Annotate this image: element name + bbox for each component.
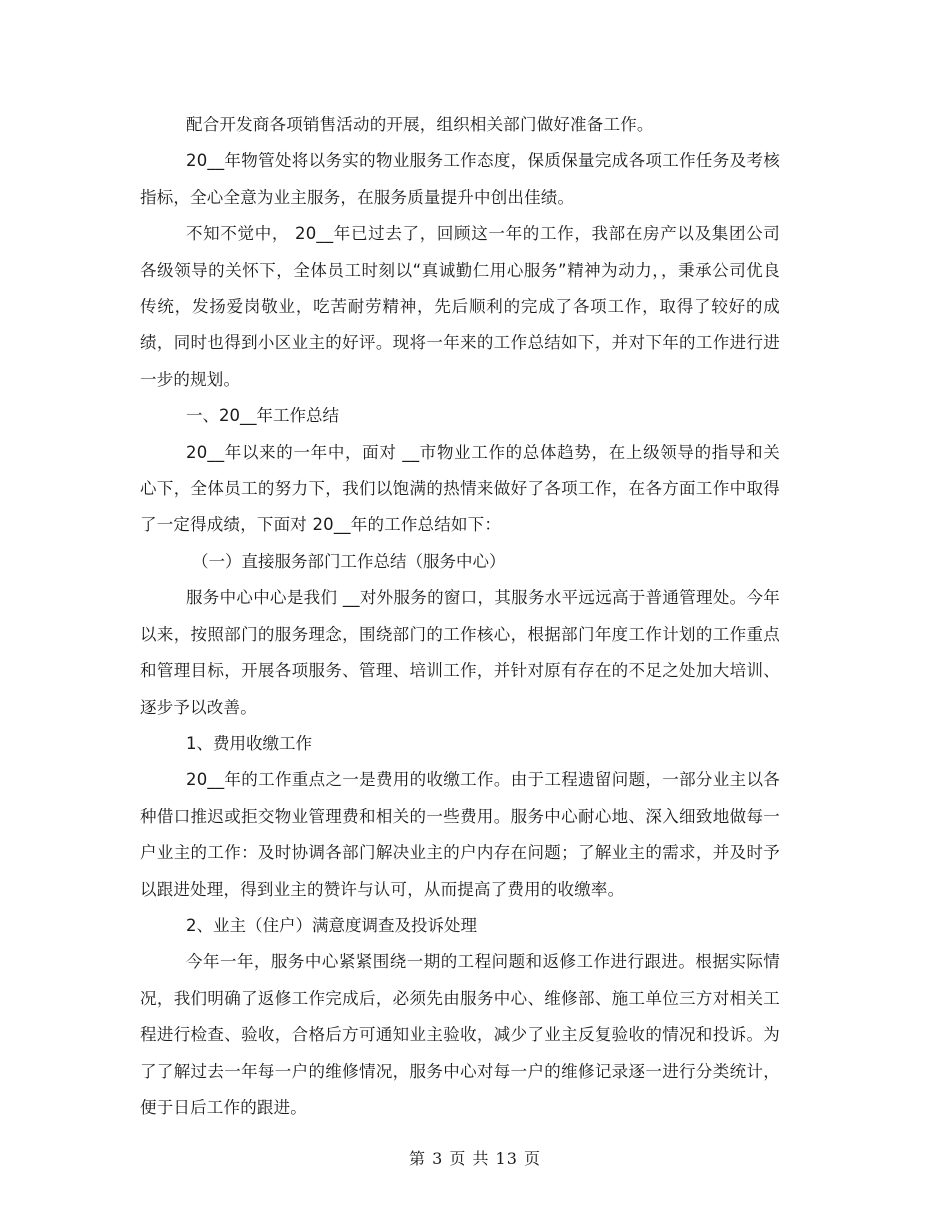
subsection-heading-service-center: （一）直接服务部门工作总结（服务中心）	[192, 551, 506, 571]
paragraph-summary-intro: 20__年以来的一年中，面对 __市物业工作的总体趋势，在上级领导的指导和关心下，全体员工的努力下，我们以饱满的热情来做好了各项工作，在各方面工作中取得了一定得成绩，下面对 20__年的工作总结如下：	[140, 442, 780, 535]
paragraph-fee-collection: 20__年的工作重点之一是费用的收缴工作。由于工程遗留问题，一部分业主以各种借口推迟或拒交物业管理费和相关的一些费用。服务中心耐心地、深入细致地做每一户业主的工作：及时协调各部门解决业主的户内存在问题；了解业主的需求，并及时予以跟进处理，得到业主的赞许与认可，从而提高了费用的收缴率。	[140, 770, 780, 899]
paragraph-service-center: 服务中心中心是我们 __对外服务的窗口，其服务水平远远高于普通管理处。今年以来，按照部门的服务理念，围绕部门的工作核心，根据部门年度工作计划的工作重点和管理目标，开展各项服务、管理、培训工作，并针对原有存在的不足之处加大培训、逐步予以改善。	[140, 588, 780, 717]
page-number-footer: 第 3 页 共 13 页	[409, 1149, 541, 1168]
paragraph-sales-support: 配合开发商各项销售活动的开展，组织相关部门做好准备工作。	[186, 115, 654, 134]
item-heading-fee-collection: 1、费用收缴工作	[186, 733, 312, 753]
section-heading-annual-summary: 一、20__年工作总结	[186, 406, 339, 426]
item-heading-satisfaction-survey: 2、业主（住户）满意度调查及投诉处理	[186, 915, 477, 935]
paragraph-satisfaction-survey: 今年一年，服务中心紧紧围绕一期的工程问题和返修工作进行跟进。根据实际情况，我们明确了返修工作完成后，必须先由服务中心、维修部、施工单位三方对相关工程进行检查、验收，合格后方可通知业主验收，减少了业主反复验收的情况和投诉。为了了解过去一年每一户的维修情况，服务中心对每一户的维修记录逐一进行分类统计，便于日后工作的跟进。	[140, 952, 780, 1117]
paragraph-year-review: 不知不觉中， 20__年已过去了，回顾这一年的工作，我部在房产以及集团公司各级领导的关怀下，全体员工时刻以“真诚勤仁用心服务”精神为动力，，秉承公司优良传统，发扬爱岗敬业，吃苦耐劳精神，先后顺利的完成了各项工作，取得了较好的成绩，同时也得到小区业主的好评。现将一年来的工作总结如下，并对下年的工作进行进一步的规划。	[140, 224, 780, 389]
paragraph-annual-goal: 20__年物管处将以务实的物业服务工作态度，保质保量完成各项工作任务及考核指标，全心全意为业主服务，在服务质量提升中创出佳绩。	[140, 151, 780, 207]
document-body	[140, 107, 780, 1126]
